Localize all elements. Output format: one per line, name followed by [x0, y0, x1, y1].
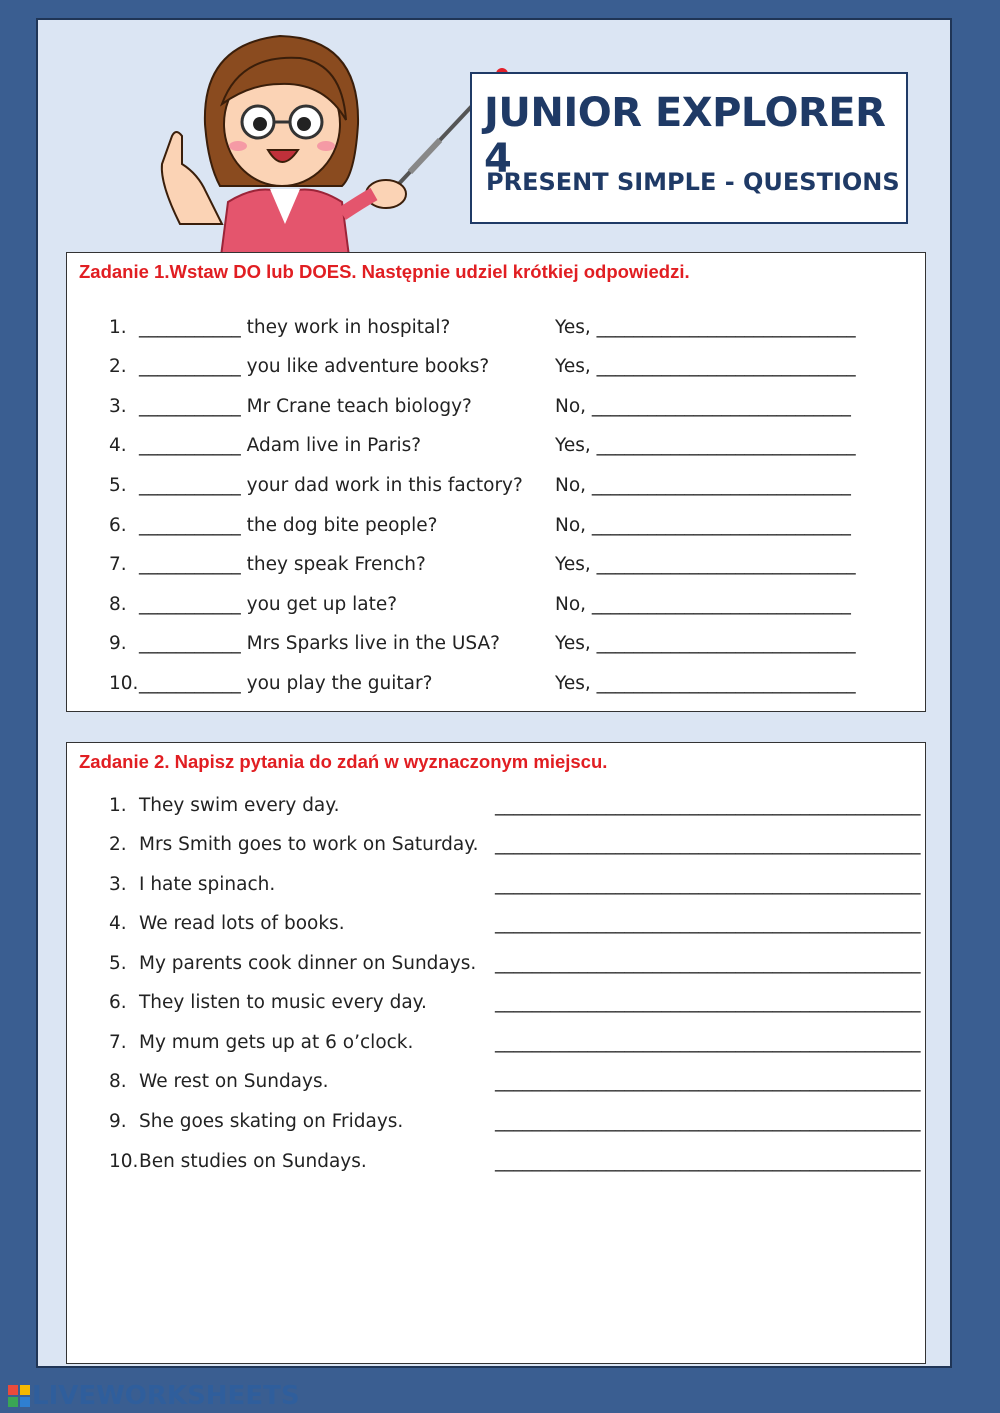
answer-line[interactable]: ______________________________________________ [495, 1071, 921, 1092]
item-number: 2. [109, 356, 127, 377]
question-text[interactable]: ___________ you get up late? [139, 594, 398, 615]
exercise-2-row [67, 992, 925, 1022]
sentence-text: My parents cook dinner on Sundays. [139, 953, 477, 974]
item-number: 3. [109, 874, 127, 895]
answer-line[interactable]: ______________________________________________ [495, 834, 921, 855]
short-answer[interactable]: Yes, ____________________________ [555, 435, 856, 456]
item-number: 7. [109, 554, 127, 575]
item-number: 8. [109, 1071, 127, 1092]
short-answer[interactable]: No, ____________________________ [555, 594, 851, 615]
short-answer[interactable]: Yes, ____________________________ [555, 317, 856, 338]
exercise-1-row [67, 317, 925, 347]
question-text[interactable]: ___________ the dog bite people? [139, 515, 438, 536]
answer-line[interactable]: ______________________________________________ [495, 1151, 921, 1172]
item-number: 2. [109, 834, 127, 855]
item-number: 3. [109, 396, 127, 417]
exercise-2-title: Zadanie 2. Napisz pytania do zdań w wyznaczonym miejscu. [79, 751, 608, 772]
sentence-text: I hate spinach. [139, 874, 276, 895]
item-number: 9. [109, 633, 127, 654]
question-text[interactable]: ___________ Mr Crane teach biology? [139, 396, 472, 417]
exercise-2-row [67, 1071, 925, 1101]
item-number: 5. [109, 953, 127, 974]
title-box [470, 72, 908, 224]
answer-line[interactable]: ______________________________________________ [495, 1111, 921, 1132]
item-number: 4. [109, 435, 127, 456]
sentence-text: My mum gets up at 6 o’clock. [139, 1032, 414, 1053]
item-number: 9. [109, 1111, 127, 1132]
short-answer[interactable]: Yes, ____________________________ [555, 356, 856, 377]
sentence-text: Ben studies on Sundays. [139, 1151, 367, 1172]
item-number: 6. [109, 992, 127, 1013]
liveworksheets-logo-icon [8, 1385, 30, 1407]
item-number: 5. [109, 475, 127, 496]
short-answer[interactable]: Yes, ____________________________ [555, 633, 856, 654]
exercise-2-row [67, 874, 925, 904]
exercise-1-row [67, 356, 925, 386]
short-answer[interactable]: Yes, ____________________________ [555, 554, 856, 575]
exercise-1-row [67, 475, 925, 505]
liveworksheets-brand[interactable] [8, 1382, 300, 1410]
sentence-text: We read lots of books. [139, 913, 345, 934]
brand-name: LIVEWORKSHEETS [32, 1381, 300, 1411]
sentence-text: They swim every day. [139, 795, 340, 816]
answer-line[interactable]: ______________________________________________ [495, 953, 921, 974]
exercise-2-box [66, 742, 926, 1364]
question-text[interactable]: ___________ they speak French? [139, 554, 426, 575]
item-number: 7. [109, 1032, 127, 1053]
item-number: 1. [109, 795, 127, 816]
question-text[interactable]: ___________ you like adventure books? [139, 356, 490, 377]
short-answer[interactable]: Yes, ____________________________ [555, 673, 856, 694]
question-text[interactable]: ___________ they work in hospital? [139, 317, 451, 338]
answer-line[interactable]: ______________________________________________ [495, 992, 921, 1013]
exercise-1-title: Zadanie 1.Wstaw DO lub DOES. Następnie udziel krótkiej odpowiedzi. [79, 261, 690, 282]
exercise-2-row [67, 1111, 925, 1141]
exercise-2-row [67, 834, 925, 864]
exercise-1-row [67, 673, 925, 703]
exercise-1-row [67, 435, 925, 465]
exercise-2-row [67, 795, 925, 825]
item-number: 4. [109, 913, 127, 934]
item-number: 8. [109, 594, 127, 615]
exercise-1-row [67, 594, 925, 624]
exercise-2-row [67, 913, 925, 943]
exercise-1-row [67, 633, 925, 663]
short-answer[interactable]: No, ____________________________ [555, 515, 851, 536]
exercise-2-row [67, 1032, 925, 1062]
exercise-1-row [67, 515, 925, 545]
exercise-1-box [66, 252, 926, 712]
answer-line[interactable]: ______________________________________________ [495, 1032, 921, 1053]
exercise-2-row [67, 953, 925, 983]
sentence-text: They listen to music every day. [139, 992, 427, 1013]
question-text[interactable]: ___________ Adam live in Paris? [139, 435, 422, 456]
sentence-text: Mrs Smith goes to work on Saturday. [139, 834, 479, 855]
sentence-text: We rest on Sundays. [139, 1071, 329, 1092]
teacher-illustration [110, 24, 510, 264]
worksheet-title: JUNIOR EXPLORER 4 [484, 90, 886, 182]
question-text[interactable]: ___________ you play the guitar? [139, 673, 433, 694]
item-number: 6. [109, 515, 127, 536]
answer-line[interactable]: ______________________________________________ [495, 913, 921, 934]
worksheet-subtitle: PRESENT SIMPLE - QUESTIONS [486, 168, 900, 196]
short-answer[interactable]: No, ____________________________ [555, 475, 851, 496]
short-answer[interactable]: No, ____________________________ [555, 396, 851, 417]
answer-line[interactable]: ______________________________________________ [495, 795, 921, 816]
sentence-text: She goes skating on Fridays. [139, 1111, 404, 1132]
question-text[interactable]: ___________ your dad work in this factory? [139, 475, 523, 496]
worksheet-page [36, 18, 952, 1368]
item-number: 1. [109, 317, 127, 338]
item-number: 10. [109, 673, 139, 694]
exercise-1-row [67, 554, 925, 584]
exercise-2-row [67, 1151, 925, 1181]
item-number: 10. [109, 1151, 139, 1172]
question-text[interactable]: ___________ Mrs Sparks live in the USA? [139, 633, 500, 654]
exercise-1-row [67, 396, 925, 426]
answer-line[interactable]: ______________________________________________ [495, 874, 921, 895]
